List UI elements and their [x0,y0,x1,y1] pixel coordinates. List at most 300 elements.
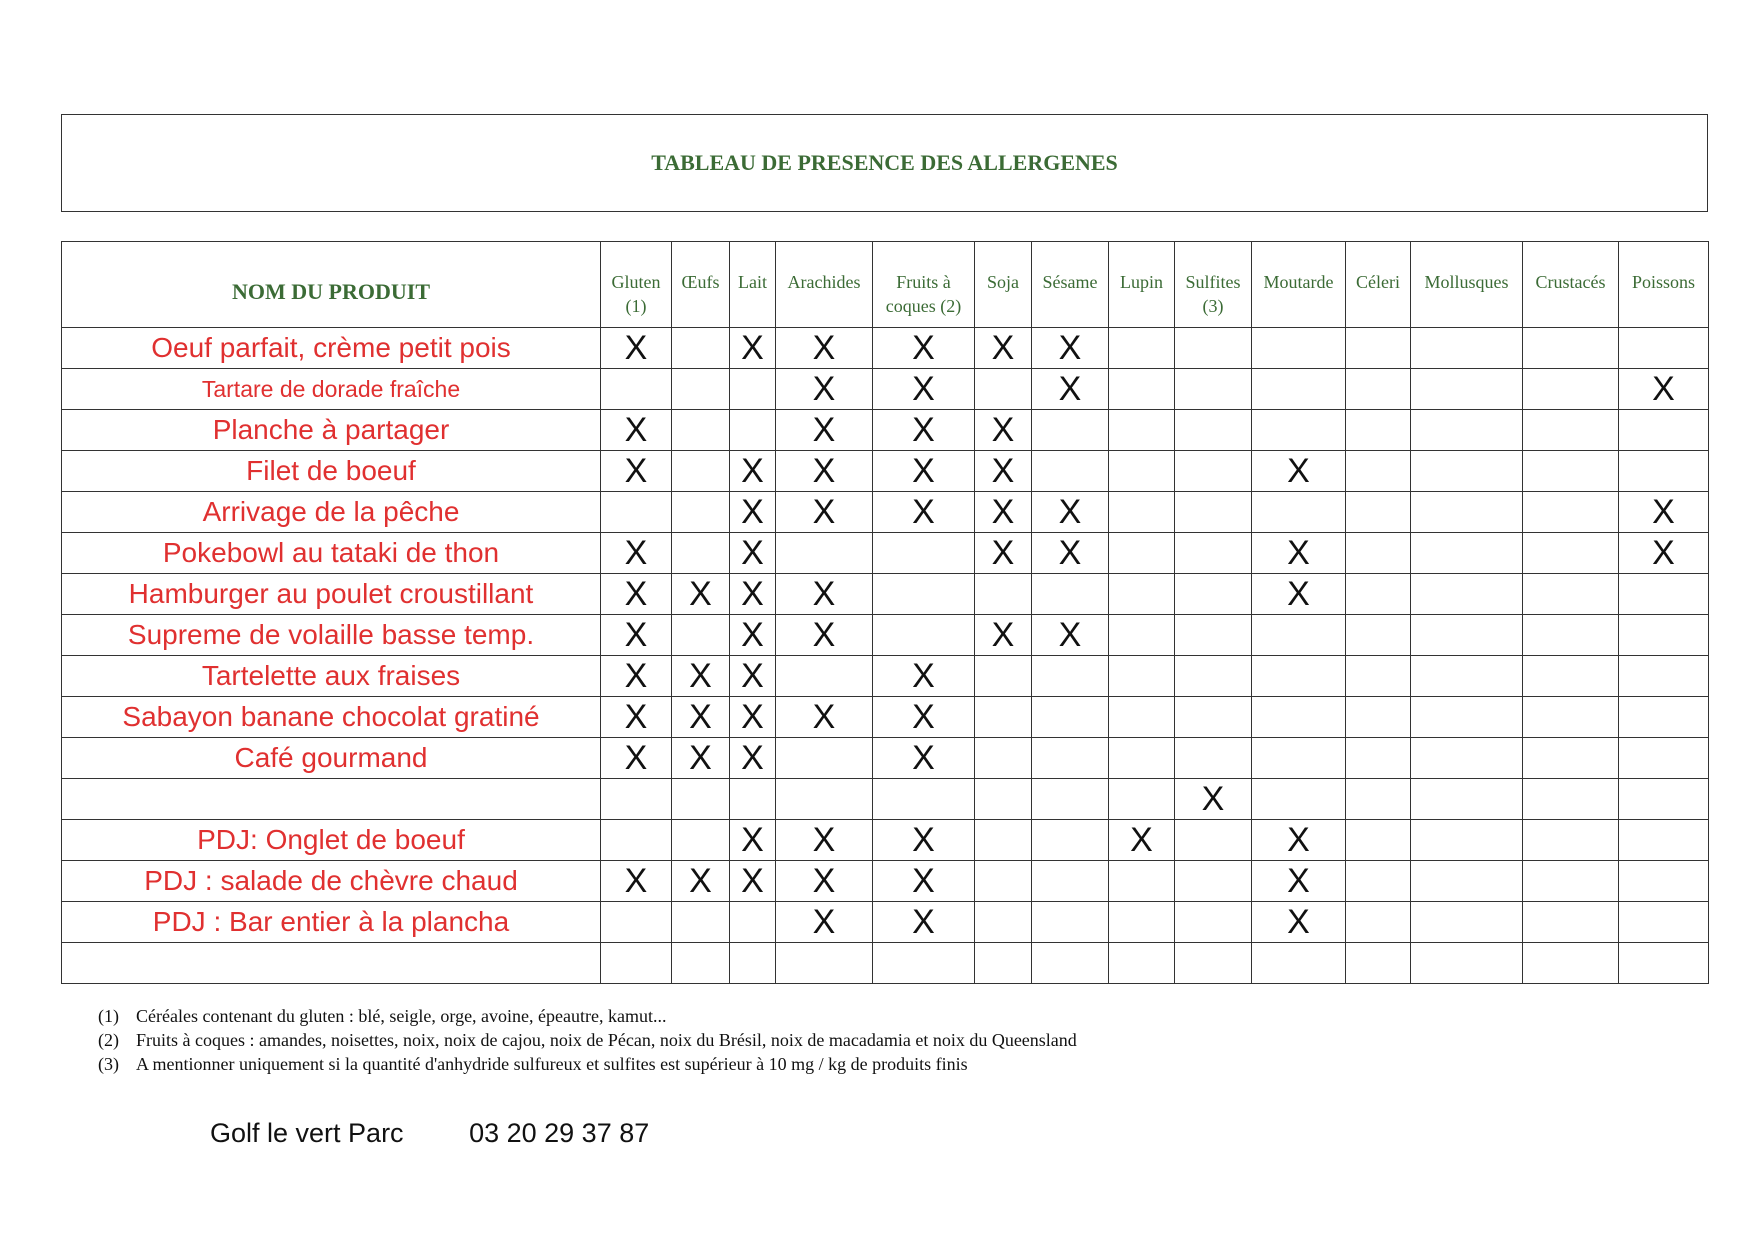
allergen-cell [1346,738,1411,779]
allergen-cell: X [601,574,672,615]
allergen-cell [873,533,975,574]
allergen-cell [1252,369,1346,410]
allergen-cell: X [873,451,975,492]
allergen-column-header [1032,242,1109,328]
allergen-cell [672,820,730,861]
allergen-cell: X [873,656,975,697]
column-header-line: Fruits à [896,272,951,292]
allergen-cell [601,902,672,943]
allergen-cell [1619,738,1709,779]
allergen-cell [730,369,776,410]
allergen-cell [1109,451,1175,492]
allergen-cell: X [730,656,776,697]
allergen-cell: X [601,615,672,656]
allergen-cell: X [730,820,776,861]
allergen-cell: X [776,410,873,451]
allergen-cell [1175,697,1252,738]
allergen-cell: X [873,861,975,902]
allergen-cell [1523,369,1619,410]
allergen-cell: X [776,574,873,615]
table-row [62,492,1709,533]
allergen-cell [730,902,776,943]
table-row [62,410,1709,451]
allergen-cell [1619,410,1709,451]
allergen-cell [1619,697,1709,738]
allergen-cell [975,697,1032,738]
allergen-cell [1032,451,1109,492]
allergen-cell [1109,328,1175,369]
allergen-cell [1411,451,1523,492]
allergen-cell [1346,492,1411,533]
allergen-cell: X [1252,533,1346,574]
allergen-cell [1109,902,1175,943]
allergen-cell [1175,533,1252,574]
allergen-cell [1175,902,1252,943]
allergen-cell [1411,533,1523,574]
allergen-cell [1523,410,1619,451]
allergen-cell: X [601,656,672,697]
allergen-cell: X [776,451,873,492]
allergen-cell [1032,697,1109,738]
allergen-cell [730,943,776,984]
allergen-cell [601,369,672,410]
allergen-cell [1619,656,1709,697]
allergen-cell [1619,943,1709,984]
header-row [62,242,1709,328]
allergen-cell [1346,943,1411,984]
allergen-cell [672,779,730,820]
allergen-cell: X [730,615,776,656]
allergen-cell: X [873,902,975,943]
allergen-cell [730,410,776,451]
column-header-line: Mollusques [1424,272,1509,292]
allergen-cell: X [776,492,873,533]
allergen-cell [1411,410,1523,451]
allergen-cell [1032,861,1109,902]
allergen-cell [1175,492,1252,533]
allergen-cell: X [730,738,776,779]
allergen-cell: X [873,410,975,451]
allergen-cell [1252,738,1346,779]
footnote-text: A mentionner uniquement si la quantité d'anhydride sulfureux et sulfites est supérieur à 10 mg / kg de produits finis [136,1054,968,1074]
allergen-cell: X [873,328,975,369]
product-name: Arrivage de la pêche [62,492,601,533]
product-name: PDJ : salade de chèvre chaud [62,861,601,902]
allergen-cell [776,779,873,820]
footnote-number: (2) [98,1030,119,1050]
footer-phone: 03 20 29 37 87 [469,1118,650,1148]
footnotes [98,1004,1077,1076]
allergen-cell: X [1252,902,1346,943]
page-title: TABLEAU DE PRESENCE DES ALLERGENES [651,150,1118,175]
table-row [62,943,1709,984]
allergen-cell [1346,451,1411,492]
column-header-line: coques (2) [885,296,962,316]
allergen-cell: X [776,615,873,656]
product-name: Supreme de volaille basse temp. [62,615,601,656]
allergen-column-header [1523,242,1619,328]
allergen-cell [672,410,730,451]
allergen-cell [1109,738,1175,779]
allergen-cell [1175,656,1252,697]
allergen-cell [1411,369,1523,410]
allergen-cell [1252,697,1346,738]
product-name: Pokebowl au tataki de thon [62,533,601,574]
allergen-cell [601,943,672,984]
allergen-cell: X [776,369,873,410]
allergen-cell [601,492,672,533]
allergen-cell [672,615,730,656]
allergen-cell [873,574,975,615]
allergen-cell [1523,656,1619,697]
product-name: Planche à partager [62,410,601,451]
allergen-cell [1109,697,1175,738]
allergen-cell [1109,861,1175,902]
allergen-cell [1411,820,1523,861]
column-header-line: Gluten [611,272,661,292]
allergen-cell: X [975,533,1032,574]
footnote [98,1028,1077,1052]
allergen-cell: X [776,328,873,369]
table-row [62,574,1709,615]
footnote-text: Fruits à coques : amandes, noisettes, noix, noix de cajou, noix de Pécan, noix du Brésil, noix de macadamia et noix du Queensland [136,1030,1077,1050]
allergen-cell [1619,820,1709,861]
allergen-cell [1346,328,1411,369]
allergen-column-header [1109,242,1175,328]
allergen-cell: X [776,697,873,738]
allergen-cell: X [730,861,776,902]
allergen-column-header [873,242,975,328]
product-name: PDJ : Bar entier à la plancha [62,902,601,943]
allergen-cell [1619,902,1709,943]
column-header-line: Lait [738,272,767,292]
product-name: Filet de boeuf [62,451,601,492]
allergen-cell: X [1032,369,1109,410]
allergen-cell [730,779,776,820]
allergen-cell [1109,410,1175,451]
product-name: Tartare de dorade fraîche [62,369,601,410]
column-header-line: Œufs [681,272,720,292]
allergen-cell: X [975,328,1032,369]
table-row [62,369,1709,410]
footnote-text: Céréales contenant du gluten : blé, seigle, orge, avoine, épeautre, kamut... [136,1006,667,1026]
allergen-cell [1109,615,1175,656]
table-row [62,697,1709,738]
allergen-cell [1523,943,1619,984]
allergen-cell: X [1252,861,1346,902]
allergen-cell: X [1109,820,1175,861]
allergen-cell [776,533,873,574]
allergen-table [61,241,1709,984]
allergen-cell [776,943,873,984]
allergen-cell [1032,820,1109,861]
column-header-line: Moutarde [1263,272,1334,292]
product-name [62,943,601,984]
allergen-cell: X [1032,492,1109,533]
allergen-cell [672,902,730,943]
footer [210,1118,649,1149]
allergen-cell [1252,410,1346,451]
allergen-cell [1346,902,1411,943]
allergen-cell [1346,861,1411,902]
allergen-cell [1411,697,1523,738]
allergen-cell [1252,615,1346,656]
allergen-cell: X [1252,451,1346,492]
allergen-cell [1175,943,1252,984]
allergen-cell: X [730,533,776,574]
allergen-cell [1346,369,1411,410]
allergen-cell: X [672,656,730,697]
allergen-cell [1619,861,1709,902]
allergen-cell: X [776,820,873,861]
allergen-cell [975,943,1032,984]
table-row [62,656,1709,697]
allergen-cell [1109,492,1175,533]
allergen-cell [1523,738,1619,779]
allergen-cell [1523,574,1619,615]
allergen-cell [1346,820,1411,861]
product-name: Sabayon banane chocolat gratiné [62,697,601,738]
allergen-cell [1523,697,1619,738]
allergen-cell [1523,492,1619,533]
allergen-cell [1619,615,1709,656]
column-header-line: Sulfites [1185,272,1241,292]
allergen-cell: X [1032,533,1109,574]
allergen-column-header [1252,242,1346,328]
allergen-cell: X [1252,574,1346,615]
allergen-cell [672,451,730,492]
allergen-cell [975,820,1032,861]
footer-name: Golf le vert Parc [210,1118,404,1148]
allergen-cell: X [730,328,776,369]
allergen-column-header [730,242,776,328]
allergen-cell: X [601,697,672,738]
allergen-cell [1411,328,1523,369]
allergen-cell: X [1252,820,1346,861]
allergen-cell [1252,943,1346,984]
column-header-line: (1) [625,296,647,316]
allergen-cell [1619,451,1709,492]
allergen-cell [1619,779,1709,820]
table-row [62,779,1709,820]
allergen-cell [1032,410,1109,451]
allergen-cell: X [730,451,776,492]
table-row [62,738,1709,779]
product-name [62,779,601,820]
allergen-cell: X [601,738,672,779]
allergen-cell [1411,779,1523,820]
allergen-cell [873,943,975,984]
allergen-cell: X [730,574,776,615]
allergen-cell: X [730,697,776,738]
allergen-cell [1411,738,1523,779]
allergen-cell [975,656,1032,697]
allergen-cell [1175,410,1252,451]
allergen-cell: X [975,492,1032,533]
allergen-cell [1523,615,1619,656]
allergen-column-header [1411,242,1523,328]
allergen-cell [1346,615,1411,656]
allergen-cell: X [776,902,873,943]
allergen-cell: X [975,410,1032,451]
allergen-cell [601,779,672,820]
allergen-cell [1523,861,1619,902]
table-row [62,451,1709,492]
allergen-cell [1252,779,1346,820]
allergen-cell [1411,492,1523,533]
allergen-column-header [975,242,1032,328]
allergen-cell: X [672,738,730,779]
column-header-line: Sésame [1042,272,1098,292]
allergen-cell [1346,574,1411,615]
allergen-cell: X [672,861,730,902]
product-name: Hamburger au poulet croustillant [62,574,601,615]
allergen-cell [1411,656,1523,697]
allergen-cell [1523,328,1619,369]
allergen-cell: X [601,451,672,492]
allergen-cell [975,779,1032,820]
product-name: Café gourmand [62,738,601,779]
allergen-cell [1032,779,1109,820]
allergen-cell [1109,533,1175,574]
allergen-cell [1175,861,1252,902]
allergen-cell [1032,738,1109,779]
column-header-line: Poissons [1631,272,1696,292]
product-name: PDJ: Onglet de boeuf [62,820,601,861]
allergen-cell [1032,943,1109,984]
allergen-cell [975,738,1032,779]
allergen-cell: X [873,369,975,410]
allergen-cell [1523,533,1619,574]
allergen-cell [1032,574,1109,615]
allergen-cell [1109,943,1175,984]
allergen-cell [1032,656,1109,697]
allergen-cell [776,656,873,697]
allergen-cell: X [873,738,975,779]
allergen-cell [672,943,730,984]
allergen-cell [1523,820,1619,861]
allergen-column-header [601,242,672,328]
allergen-cell: X [601,861,672,902]
allergen-cell [1175,328,1252,369]
allergen-cell: X [1619,492,1709,533]
column-header-line: Crustacés [1535,272,1606,292]
allergen-cell [1175,615,1252,656]
allergen-cell [1252,328,1346,369]
table-row [62,902,1709,943]
allergen-cell [1109,369,1175,410]
allergen-cell [672,492,730,533]
allergen-cell [1523,779,1619,820]
allergen-cell [873,615,975,656]
allergen-cell: X [975,615,1032,656]
column-header-line: Lupin [1120,272,1163,292]
allergen-cell [776,738,873,779]
table-body [62,328,1709,984]
column-header-line: (3) [1202,296,1224,316]
product-name: Tartelette aux fraises [62,656,601,697]
allergen-cell [672,328,730,369]
footnote [98,1004,1077,1028]
allergen-cell: X [730,492,776,533]
product-name: Oeuf parfait, crème petit pois [62,328,601,369]
allergen-cell: X [672,697,730,738]
allergen-cell [672,369,730,410]
allergen-cell [1109,656,1175,697]
allergen-cell [1411,861,1523,902]
allergen-cell [975,902,1032,943]
allergen-cell [1252,492,1346,533]
table-row [62,533,1709,574]
allergen-cell [1346,533,1411,574]
allergen-cell [1411,574,1523,615]
table-row [62,820,1709,861]
allergen-column-header [776,242,873,328]
allergen-cell [1523,902,1619,943]
product-name-header: NOM DU PRODUIT [62,242,601,328]
allergen-cell [975,861,1032,902]
footnote [98,1052,1077,1076]
allergen-cell: X [873,492,975,533]
allergen-cell: X [1175,779,1252,820]
allergen-cell [1175,369,1252,410]
column-header-line: Arachides [787,272,861,292]
allergen-cell [1411,902,1523,943]
column-header-line: Céleri [1356,272,1400,292]
footnote-number: (1) [98,1006,119,1026]
allergen-cell [1032,902,1109,943]
allergen-cell: X [975,451,1032,492]
allergen-column-header [1175,242,1252,328]
allergen-column-header [1619,242,1709,328]
footnote-number: (3) [98,1054,119,1074]
allergen-cell: X [873,697,975,738]
allergen-cell: X [1032,615,1109,656]
allergen-cell [1346,410,1411,451]
allergen-cell: X [776,861,873,902]
allergen-cell [1175,820,1252,861]
allergen-cell [1411,943,1523,984]
allergen-cell [1619,574,1709,615]
allergen-cell: X [1032,328,1109,369]
allergen-cell: X [601,410,672,451]
allergen-cell [1619,328,1709,369]
allergen-cell [1411,615,1523,656]
allergen-cell [672,533,730,574]
table-row [62,615,1709,656]
column-header-line: Soja [986,272,1019,292]
allergen-cell: X [601,328,672,369]
allergen-cell: X [1619,369,1709,410]
allergen-cell [873,779,975,820]
allergen-cell: X [1619,533,1709,574]
allergen-cell [1346,656,1411,697]
allergen-cell [1109,574,1175,615]
allergen-cell [1252,656,1346,697]
allergen-cell: X [672,574,730,615]
allergen-column-header [672,242,730,328]
allergen-cell [1175,451,1252,492]
allergen-cell [601,820,672,861]
table-row [62,861,1709,902]
allergen-cell [1109,779,1175,820]
allergen-cell [1175,738,1252,779]
allergen-cell [975,369,1032,410]
allergen-cell [1523,451,1619,492]
allergen-column-header [1346,242,1411,328]
allergen-cell [1346,697,1411,738]
allergen-cell: X [873,820,975,861]
